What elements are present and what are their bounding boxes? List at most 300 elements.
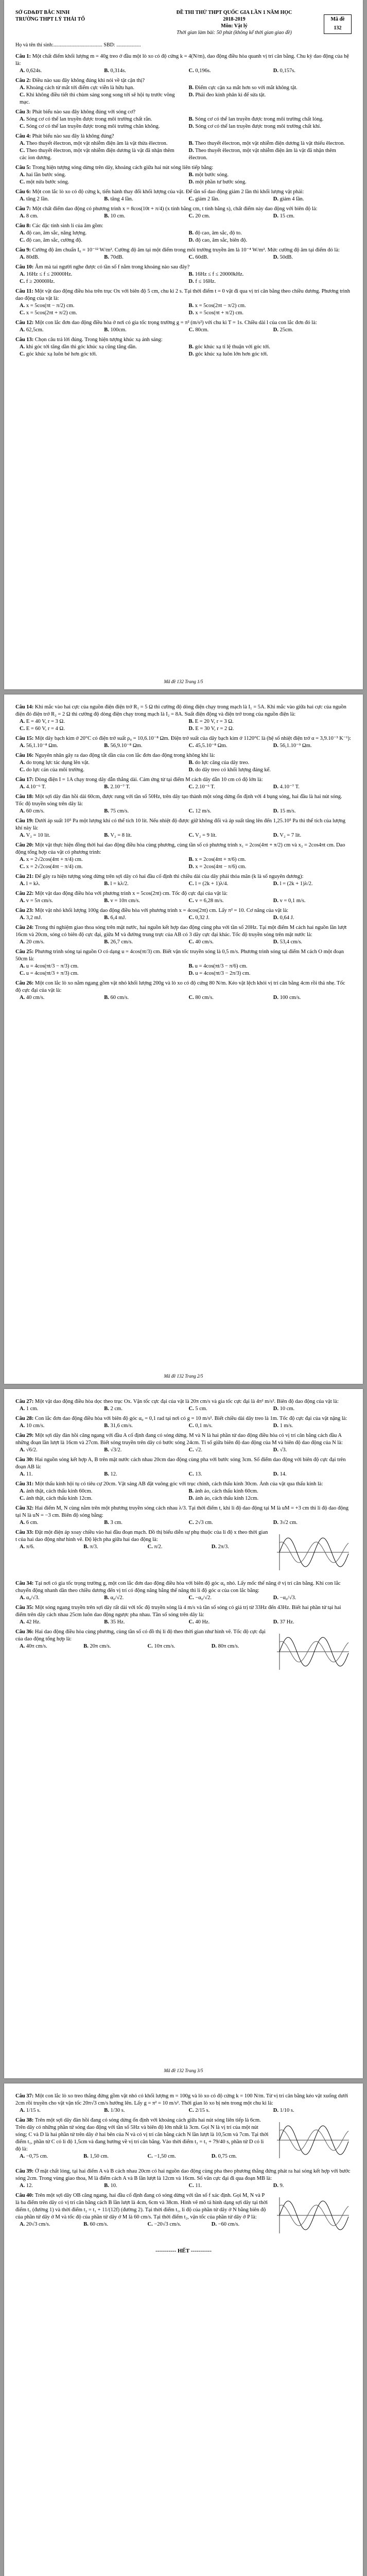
student-info-line: Họ và tên thí sinh:...................................... SBD: ................... [15, 42, 141, 48]
question-text: Trên một sợi dây OB căng ngang, hai đầu cố định đang có sóng dừng với tần số f xác định. Gọi M, N và P là ba điểm trên dây có vị trí cân bằng cách B lần lượt là 4cm, 6cm và 38cm. Hình vẽ mô tả hình dạng sợi dây tại thời điểm t₁ (đường 1) và thời điểm t₂ = t₁ + 11/(12f) (đường 2). Tại thời điểm t₁, li độ của phần tử dây ở N bằng biên độ của phần tử dây ở M và tốc độ của phần tử dây ở M là 60 cm/s. Tại thời điểm t₂, vận tốc của phần tử dây ở P là: [15, 2193, 268, 2220]
option-text: 11. [194, 2183, 202, 2189]
question [15, 247, 352, 261]
question-number: Câu 30: [15, 1457, 35, 1463]
answer-options [15, 1422, 352, 1430]
answer-options [15, 1619, 352, 1626]
question-text: Ở mặt chất lỏng, tại hai điểm A và B cách nhau 20cm có hai nguồn dao động cùng pha theo phương thẳng đứng phát ra hai sóng kết hợp với bước sóng 2cm. Trong vùng giao thoa, M là điểm cách A và B lần lượt là 12cm và 16cm. Số vân cực đại đi qua đoạn MB là: [15, 2168, 351, 2181]
option-text: 31,6 cm/s. [109, 1423, 133, 1429]
question [15, 206, 352, 220]
option-text: 0,1 m/s. [194, 1423, 213, 1429]
wave-figure [274, 1529, 352, 1575]
option-text: góc khúc xạ tỉ lệ thuận với góc tới. [194, 344, 270, 350]
question-text: Điều nào sau đây không đúng khi nói về tật cận thị? [32, 78, 145, 83]
question-number: Câu 9: [15, 247, 32, 253]
question-text: Âm mà tai người nghe được có tần số f nằm trong khoảng nào sau đây? [34, 264, 190, 270]
option-text: hai lần bước sóng. [25, 172, 66, 178]
question [15, 842, 352, 871]
option-letter: B. [104, 784, 109, 790]
answer-option [189, 1405, 267, 1413]
question-text: Một con lắc lò xo treo thẳng đứng gồm vật nhỏ có khối lượng m = 100g và lò xo có độ cứng k = 100 N/m. Từ vị trí cân bằng kéo vật xuống dưới 2cm rồi truyền cho vật vận tốc 20π√3 cm/s hướng lên. Lấy g = π² = 10 m/s². Thời gian lò xo bị nén trong một chu kì là: [15, 2093, 348, 2106]
answer-option [104, 1405, 182, 1413]
option-text: 14. [278, 1471, 287, 1477]
option-letter: C. [188, 255, 194, 260]
option-letter: A. [20, 141, 25, 146]
answer-option [104, 880, 182, 888]
question-number: Câu 18: [15, 794, 35, 800]
option-text: E = 60 V, r = 4 Ω. [25, 726, 65, 732]
option-letter: D. [188, 124, 194, 129]
exam-code-box [324, 14, 352, 34]
option-letter: C. [188, 213, 194, 219]
question-text: Một chất điểm khối lượng m = 40g treo ở đầu một lò xo có độ cứng k = 4(N/m), dao động điều hòa quanh vị trí cân bằng. Chu kỳ dao động của hệ là: [15, 54, 349, 66]
answer-option [212, 1544, 269, 1551]
option-letter: C. [20, 279, 25, 284]
option-letter: D. [211, 2222, 217, 2227]
option-letter: D. [273, 327, 278, 333]
answer-option [20, 970, 183, 977]
answer-option [273, 1619, 352, 1626]
option-letter: C. [188, 915, 194, 921]
answer-option [20, 123, 183, 130]
answer-option [189, 327, 267, 334]
option-letter: A. [20, 857, 25, 862]
option-text: 56,1.10⁻⁹ Ωm. [278, 743, 312, 749]
option-letter: C. [20, 971, 25, 976]
option-letter: B. [188, 857, 194, 862]
question-number: Câu 40: [15, 2193, 35, 2198]
option-text: 3√2 cm. [278, 1520, 298, 1526]
option-letter: C. [188, 1619, 194, 1625]
question-number: Câu 1: [15, 54, 32, 59]
question-text: Dòng điện I = 1A chạy trong dây dẫn thẳng dài. Cảm ứng từ tại điểm M cách dây dẫn 10 cm có độ lớn là: [34, 777, 263, 783]
answer-option [20, 863, 183, 871]
question-text: Một vật dao động điều hòa dọc theo trục Ox. Vận tốc cực đại của vật là 20π cm/s và gia tốc cực đại là 4π² m/s². Biên độ dao động của vật là: [34, 1399, 339, 1404]
option-letter: D. [188, 1496, 194, 1501]
option-letter: D. [211, 1544, 217, 1550]
option-text: √6/2. [25, 1447, 38, 1453]
question [15, 2093, 352, 2114]
answer-option [83, 2153, 141, 2160]
page-footer: Mã đề 132 Trang 3/5 [164, 2068, 203, 2073]
answer-options [15, 784, 352, 791]
option-letter: A. [20, 303, 25, 309]
option-letter: C. [20, 1496, 25, 1501]
question-number: Câu 31: [15, 1481, 35, 1487]
answer-option [189, 963, 352, 970]
option-text: 12 m/s. [194, 808, 212, 814]
option-letter: A. [20, 1520, 25, 1526]
answer-option [273, 1405, 352, 1413]
page-4 [4, 2083, 363, 2576]
question-number: Câu 39: [15, 2168, 35, 2174]
question [15, 980, 352, 1002]
answer-option [20, 344, 183, 351]
answer-option [20, 230, 183, 237]
option-text: 80 cm/s. [194, 995, 214, 1001]
option-text: u = 4cos(πt/3 − π/3) cm. [25, 963, 79, 969]
question [15, 873, 352, 888]
answer-options [15, 2221, 269, 2228]
question-number: Câu 34: [15, 1581, 35, 1586]
option-letter: C. [188, 1423, 194, 1429]
answer-options [15, 1519, 352, 1527]
answer-options [15, 2153, 269, 2160]
answer-option [20, 2182, 98, 2190]
answer-option [104, 939, 182, 946]
answer-option [273, 784, 352, 791]
option-text: f ≤ 16Hz. [194, 279, 216, 284]
question-number: Câu 7: [15, 206, 32, 212]
option-text: 6 cm. [25, 1520, 39, 1526]
answer-option [104, 742, 182, 750]
answer-options [15, 67, 352, 75]
answer-option [20, 1405, 98, 1413]
question-number: Câu 20: [15, 842, 35, 848]
question [15, 109, 352, 130]
option-text: √3/2. [109, 1447, 122, 1453]
option-text: 12. [109, 1471, 117, 1477]
option-letter: D. [188, 148, 194, 154]
option-letter: C. [147, 2154, 153, 2159]
question-text: Một dây bạch kim ở 20°C có điện trở suất ρ₀ = 10,6.10⁻⁸ Ωm. Điện trở suất của dây bạch kim ở 1120°C là (hệ số nhiệt điện trở α = 3,9.10⁻³ K⁻¹): [34, 736, 351, 741]
question [15, 776, 352, 791]
answer-options [15, 2182, 352, 2190]
question [15, 77, 352, 106]
answer-options [15, 897, 352, 905]
option-letter: B. [104, 2183, 109, 2189]
option-letter: A. [20, 255, 25, 260]
answer-option [104, 1595, 182, 1602]
option-letter: A. [20, 881, 25, 887]
answer-option [189, 254, 267, 261]
option-text: Điểm cực cận xa mắt hơn so với mắt không tật. [194, 85, 298, 91]
answer-option [20, 1488, 183, 1495]
option-letter: D. [273, 784, 278, 790]
question-text: Hai điểm M, N cùng nằm trên một phương truyền sóng cách nhau λ/3. Tại thời điểm t, khi li độ dao động tại M là uM = +3 cm thì li độ dao động tại N là uN = −3 cm. Biên độ sóng bằng: [15, 1505, 349, 1518]
answer-option [189, 863, 352, 871]
answer-option [104, 808, 182, 815]
option-text: 70dB. [109, 255, 124, 260]
option-letter: B. [83, 1643, 89, 1649]
question [15, 1398, 352, 1413]
answer-option [20, 67, 98, 75]
answer-options [15, 759, 352, 774]
wave-figure [274, 1629, 352, 1675]
option-text: 11. [25, 1471, 33, 1477]
option-letter: B. [188, 1488, 194, 1494]
option-text: 20√3 cm/s. [25, 2222, 50, 2227]
option-letter: C. [20, 864, 25, 870]
option-text: E = 20 V, r = 3 Ω. [194, 719, 234, 724]
answer-option [20, 767, 183, 774]
answer-option [189, 147, 352, 162]
answer-option [189, 1447, 267, 1454]
option-text: 0,624s. [25, 68, 42, 74]
option-text: do lực cản của môi trường. [25, 767, 84, 773]
option-letter: D. [273, 1520, 278, 1526]
answer-option [20, 84, 183, 92]
answer-option [273, 213, 352, 220]
option-letter: B. [104, 1520, 109, 1526]
option-text: Sóng cơ có thể lan truyền được trong môi trường chất lỏng. [194, 116, 324, 122]
option-letter: A. [20, 327, 25, 333]
answer-option [20, 718, 183, 725]
option-text: khi góc tới tăng dần thì góc khúc xạ cũng tăng dần. [25, 344, 137, 350]
question-number: Câu 23: [15, 908, 35, 913]
answer-option [189, 2182, 267, 2190]
option-letter: A. [20, 116, 25, 122]
answer-options [15, 140, 352, 162]
question-text: Trong hiện tượng sóng dừng trên dây, khoảng cách giữa hai nút sóng liên tiếp bằng: [32, 165, 214, 171]
wave-figure [274, 2117, 352, 2163]
exam-subject: Môn: Vật lý [221, 23, 248, 29]
answer-options [15, 271, 352, 285]
header-left [15, 9, 170, 23]
answer-option [20, 784, 98, 791]
answer-option [212, 2221, 269, 2228]
answer-options [15, 1643, 269, 1650]
answer-option [20, 302, 183, 310]
answer-option [189, 123, 352, 130]
option-letter: D. [188, 238, 194, 243]
option-text: 20 cm. [194, 213, 210, 219]
option-text: 4.10⁻⁶ T. [25, 784, 46, 790]
question [15, 336, 352, 358]
question [15, 907, 352, 922]
answer-option [20, 759, 183, 767]
option-text: V₂ = 9 lít. [194, 833, 217, 838]
option-letter: D. [273, 213, 278, 219]
option-letter: D. [188, 351, 194, 357]
question-text: Phát biểu nào sau đây là không đúng? [32, 133, 114, 139]
option-letter: D. [273, 881, 278, 887]
option-text: x = 2√2cos(4πt − π/4) cm. [25, 864, 83, 870]
answer-option [20, 832, 98, 839]
option-text: 2/15 s. [194, 2108, 210, 2113]
option-letter: D. [273, 196, 278, 202]
question [15, 1629, 352, 1677]
option-letter: B. [188, 172, 194, 178]
exam-code-label: Mã đề [330, 16, 345, 22]
option-text: π/2. [152, 1544, 163, 1550]
option-text: 1,50 cm. [88, 2154, 109, 2159]
question-text: Dưới áp suất 10⁵ Pa một lượng khí có thể tích 10 lít. Nếu nhiệt độ được giữ không đổi và áp suất tăng lên đến 1,25.10⁵ Pa thì thể tích của lượng khí này là: [15, 818, 345, 831]
question-text: Một vật thực hiện đồng thời hai dao động điều hòa cùng phương, cùng tần số có phương trình x₁ = 2cos(4πt + π/2) cm và x₂ = 2cos4πt cm. Dao động tổng hợp của vật có phương trình: [15, 842, 345, 855]
question [15, 1529, 352, 1578]
option-letter: B. [188, 141, 194, 146]
option-text: f ≥ 20000Hz. [25, 279, 55, 284]
answer-option [189, 1488, 352, 1495]
option-text: 0,64 J. [278, 915, 294, 921]
option-text: √3. [278, 1447, 287, 1453]
option-text: ảnh thật, cách thấu kính 12cm. [25, 1496, 93, 1501]
option-text: u = 4cos(πt/3 − π/6) cm. [194, 963, 248, 969]
answer-option [189, 856, 352, 863]
option-letter: A. [20, 2183, 25, 2189]
option-text: x = 2√2cos(4πt + π/4) cm. [25, 857, 83, 862]
option-text: ảnh ảo, cách thấu kính 60cm. [194, 1488, 258, 1494]
option-text: một phần tư bước sóng. [194, 179, 247, 185]
answer-options [15, 1405, 352, 1413]
option-letter: C. [188, 2183, 194, 2189]
answer-option [212, 2153, 269, 2160]
answer-option [20, 880, 98, 888]
question-text: Một sóng ngang truyền trên sợi dây rất dài với tốc độ truyền sóng là 4 m/s và tần số sóng có giá trị từ 33Hz đến 43Hz. Biết hai phần tử tại hai điểm trên dây cách nhau 25cm luôn dao động ngược pha nhau. Tần số sóng trên dây là: [15, 1605, 341, 1618]
option-text: góc khúc xạ luôn lớn hơn góc tới. [194, 351, 268, 357]
option-letter: A. [20, 833, 25, 838]
option-letter: C. [20, 351, 25, 357]
option-letter: C. [20, 767, 25, 773]
answer-option [189, 767, 352, 774]
question [15, 2192, 352, 2241]
answer-option [189, 140, 352, 147]
question-text: Phát biểu nào sau đây không đúng với sóng cơ? [32, 109, 136, 115]
option-text: do trọng lực tác dụng lên vật. [25, 760, 90, 766]
question-number: Câu 8: [15, 223, 32, 229]
option-letter: C. [20, 148, 25, 154]
option-letter: B. [83, 1544, 89, 1550]
question [15, 264, 352, 285]
question-list [15, 704, 352, 1002]
option-text: 35 Hz. [109, 1619, 125, 1625]
answer-option [148, 2153, 205, 2160]
answer-options [15, 939, 352, 946]
option-text: do lực căng của dây treo. [194, 760, 250, 766]
option-text: x = 5cos(πt + π/2) cm. [194, 310, 243, 316]
answer-option [20, 742, 98, 750]
answer-option [104, 914, 182, 922]
option-text: 2π/3. [216, 1544, 229, 1550]
answer-option [273, 939, 352, 946]
answer-options [15, 832, 352, 839]
answer-option [20, 278, 183, 285]
option-letter: A. [20, 898, 25, 904]
option-letter: D. [273, 833, 278, 838]
option-text: do dây treo có khối lượng đáng kể. [194, 767, 271, 773]
option-text: l = kλ/2. [109, 881, 129, 887]
option-text: 56,9.10⁻⁸ Ωm. [109, 743, 143, 749]
option-letter: A. [20, 196, 25, 202]
answer-option [20, 254, 98, 261]
option-letter: B. [104, 255, 109, 260]
answer-options [15, 327, 352, 334]
option-letter: A. [20, 2108, 25, 2113]
option-text: độ cao, âm sắc, năng lượng. [25, 230, 87, 236]
option-letter: A. [20, 172, 25, 178]
question-number: Câu 10: [15, 264, 35, 270]
option-text: 3 cm. [109, 1520, 123, 1526]
question-text: Hai dao động điều hòa cùng phương, cùng tần số có đồ thị li độ theo thời gian như hình vẽ. Tốc độ cực đại của dao động tổng hợp là: [15, 1629, 266, 1642]
option-letter: D. [273, 995, 278, 1001]
option-text: 5 cm. [194, 1406, 207, 1412]
question-number: Câu 11: [15, 289, 35, 294]
page-footer: Mã đề 132 Trang 2/5 [164, 1374, 203, 1379]
answer-option [20, 237, 183, 244]
option-letter: D. [188, 767, 194, 773]
answer-option [20, 1447, 98, 1454]
answer-options [15, 1488, 352, 1502]
option-text: Theo thuyết êlectron, một vật nhiễm điện âm là vật đã nhận thêm êlectron. [188, 148, 336, 161]
option-letter: B. [104, 1619, 109, 1625]
answer-option [83, 2221, 141, 2228]
option-text: 0,157s. [278, 68, 295, 74]
answer-option [104, 1447, 182, 1454]
option-letter: D. [273, 1471, 278, 1477]
question [15, 1415, 352, 1430]
answer-options [15, 344, 352, 358]
answer-option [189, 213, 267, 220]
option-text: Sóng cơ có thể lan truyền được trong môi trường chân không. [25, 124, 160, 129]
answer-option [189, 237, 352, 244]
answer-option [273, 1471, 352, 1478]
option-letter: A. [20, 915, 25, 921]
question-number: Câu 32: [15, 1505, 35, 1511]
question-number: Câu 3: [15, 109, 32, 115]
question-number: Câu 26: [15, 980, 35, 986]
option-letter: B. [188, 272, 194, 277]
option-letter: B. [104, 2108, 109, 2113]
option-text: 60dB. [194, 255, 208, 260]
option-text: √2. [194, 1447, 202, 1453]
option-letter: B. [188, 85, 194, 91]
option-text: 20 cm/s. [25, 939, 45, 945]
answer-option [189, 84, 352, 92]
answer-option [273, 994, 352, 1002]
answer-option [189, 718, 352, 725]
option-text: 2 cm. [109, 1406, 123, 1412]
answer-option [104, 213, 182, 220]
option-text: x = 5cos(πt − π/2) cm. [25, 303, 75, 309]
question [15, 752, 352, 774]
answer-option [273, 1447, 352, 1454]
option-letter: B. [104, 915, 109, 921]
answer-option [189, 310, 352, 317]
answer-option [273, 2182, 352, 2190]
option-letter: D. [188, 864, 194, 870]
question [15, 2117, 352, 2165]
option-letter: C. [188, 2108, 194, 2113]
option-letter: D. [188, 726, 194, 732]
option-text: 40 cm/s. [194, 939, 214, 945]
question-text: Con lắc đơn dao động điều hòa với biên độ góc α₀ = 0,1 rad tại nơi có g = 10 m/s². Biết chiều dài dây treo là 1m. Tốc độ cực đại của vật nặng là: [34, 1416, 347, 1421]
option-text: 2.10⁻⁷ T. [109, 784, 130, 790]
option-text: 1 m/s. [278, 1423, 293, 1429]
question-text: Trên một sợi dây đàn hồi đang có sóng dừng ổn định với khoảng cách giữa hai nút sóng liên tiếp là 6cm. Trên dây có những phần tử sóng dao động với tần số 5Hz và biên độ lớn nhất là 3cm. Gọi N là vị trí của một nút sóng; C và D là hai phần tử trên dây ở hai bên của N và có vị trí cân bằng cách N lần lượt là 10,5cm và 7cm. Tại thời điểm t₁, phần tử C có li độ 1,5cm và đang hướng về vị trí cân bằng. Vào thời điểm t₂ = t₁ + 79/40 s, phần tử D có li độ là: [15, 2117, 269, 2152]
question-text: Phương trình sóng tại nguồn O có dạng u = 4cos(πt/3) cm. Biết vận tốc truyền sóng là 0,5 m/s. Phương trình sóng tại điểm M cách O một đoạn 50cm là: [15, 949, 344, 962]
question-text: Một vật dao động điều hòa trên trục Ox với biên độ 5 cm, chu kì 2 s. Tại thời điểm t = 0 vật đi qua vị trí cân bằng theo chiều dương. Phương trình dao động của vật là: [15, 289, 350, 301]
option-letter: D. [273, 1447, 278, 1453]
option-letter: B. [188, 303, 194, 309]
question [15, 2168, 352, 2190]
answer-option [20, 140, 183, 147]
option-text: 25cm. [278, 327, 293, 333]
question-number: Câu 28: [15, 1416, 35, 1421]
answer-option [20, 310, 183, 317]
option-letter: C. [188, 995, 194, 1001]
page-footer: Mã đề 132 Trang 1/5 [164, 679, 203, 684]
option-letter: B. [104, 1471, 109, 1477]
answer-option [104, 1619, 182, 1626]
answer-option [83, 1643, 141, 1650]
option-letter: D. [211, 1643, 217, 1649]
question-list [15, 1398, 352, 1677]
option-text: 10 cm. [109, 213, 126, 219]
answer-options [15, 302, 352, 317]
answer-option [20, 1471, 98, 1478]
answer-option [189, 880, 267, 888]
option-text: 2.10⁻⁶ T. [194, 784, 215, 790]
answer-option [273, 832, 352, 839]
